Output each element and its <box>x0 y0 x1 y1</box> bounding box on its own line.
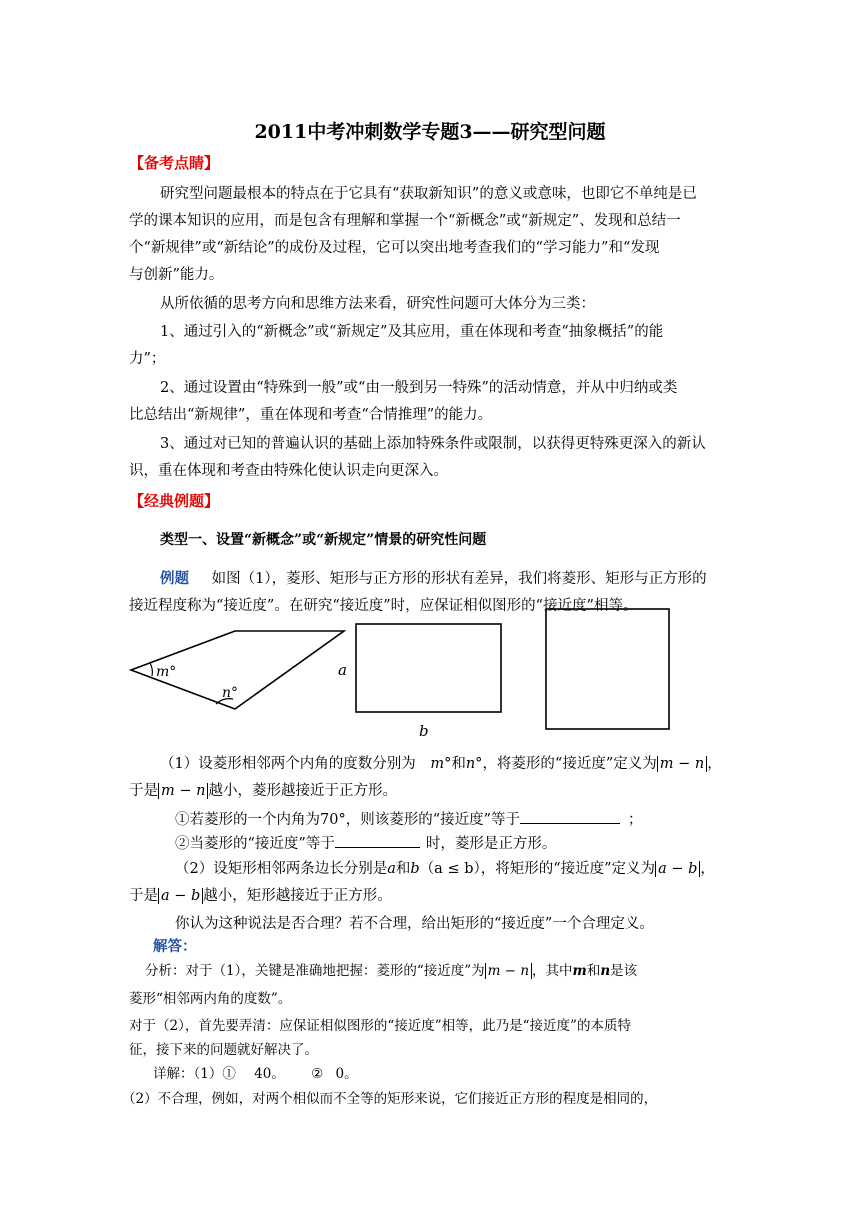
list-item-2-cont: 比总结出“新规律”，重在体现和考查“合情推理”的能力。 <box>129 407 493 423</box>
q2-line2-text-2: 越小，矩形越接近于正方形。 <box>203 888 392 904</box>
detail-answer-2-label: ② <box>311 1066 324 1082</box>
question-1-sub-2 <box>175 832 556 853</box>
analysis-line-2: 菱形“相邻两内角的度数”。 <box>129 991 292 1007</box>
question-2-line-3: 你认为这种说法是否合理？若不合理，给出矩形的“接近度”一个合理定义。 <box>175 916 654 932</box>
list-item-2: 2、通过设置由“特殊到一般”或“由一般到另一特殊”的活动情意，并从中归纳或类 <box>160 380 678 396</box>
type-heading: 类型一、设置“新概念”或“新规定”情景的研究性问题 <box>160 532 487 548</box>
detail-answer-1: 40。 <box>254 1066 285 1082</box>
q1-sub1-text: ①若菱形的一个内角为70°，则该菱形的“接近度”等于 <box>175 812 521 828</box>
figure-shapes <box>120 600 680 745</box>
q2-b: b <box>410 861 420 877</box>
abs-m-minus-n: m − n <box>485 963 532 979</box>
analysis-line-1 <box>145 959 637 979</box>
analysis-line-3: 对于（2），首先要弄清：应保证相似图形的“接近度”相等，此乃是“接近度”的本质特 <box>129 1018 631 1034</box>
paragraph-line: 研究型问题最根本的特点在于它具有“获取新知识”的意义或意味，也即它不单纯是已 <box>160 186 697 202</box>
abs-a-minus-b: a − b <box>655 861 700 877</box>
q2-text: （2）设矩形相邻两条边长分别是 <box>175 861 388 877</box>
analysis-line-4: 征，接下来的问题就好解决了。 <box>129 1042 318 1058</box>
rectangle-shape <box>356 624 501 712</box>
analysis-text: 分析：对于（1），关键是准确地把握：菱形的“接近度”为 <box>145 963 485 979</box>
question-2-line-2 <box>129 884 392 905</box>
angle-label-m: m° <box>156 664 177 680</box>
answer-blank-1[interactable] <box>520 809 620 824</box>
side-label-a: a <box>338 661 347 679</box>
last-line: （2）不合理，例如，对两个相似而不全等的矩形来说，它们接近正方形的程度是相同的， <box>122 1091 658 1107</box>
q2-a: a <box>387 861 396 877</box>
paragraph-line: 与创新”能力。 <box>129 267 224 283</box>
section-heading-examples: 【经典例题】 <box>129 492 220 510</box>
angle-label-n: n° <box>222 685 239 701</box>
question-1-line-1: （1）设菱形相邻两个内角的度数分别为 m°和n°，将菱形的“接近度”定义为 m − n ， <box>160 756 722 772</box>
analysis-and: 和 <box>586 963 601 979</box>
abs-m-minus-n: m − n <box>158 783 208 799</box>
list-item-3-cont: 识，重在体现和考查由特殊化使认识走向更深入。 <box>129 463 448 479</box>
analysis-m: m <box>572 963 587 979</box>
list-item-1-cont: 力”； <box>129 351 166 367</box>
answer-blank-2[interactable] <box>335 833 420 848</box>
square-shape <box>546 609 669 729</box>
abs-a-minus-b: a − b <box>158 888 203 904</box>
abs-m-minus-n: m − n <box>657 756 707 772</box>
q2-and: 和 <box>395 861 411 877</box>
question-2-line-1: （2）设矩形相邻两条边长分别是a和b（a ≤ b），将矩形的“接近度”定义为 a − b ， <box>175 861 715 877</box>
list-item-3: 3、通过对已知的普遍认识的基础上添加特殊条件或限制，以获得更特殊更深入的新认 <box>160 436 706 452</box>
q1-sub1-end: ； <box>628 812 643 828</box>
q1-and: 和 <box>451 756 466 772</box>
q1-n-value: n° <box>465 756 483 772</box>
q1-line2-text: 于是 <box>129 783 158 799</box>
answer-label: 解答： <box>153 938 197 955</box>
q1-line2-text-2: 越小，菱形越接近于正方形。 <box>208 783 397 799</box>
detail-line <box>153 1062 358 1082</box>
q2-text-2: ，将矩形的“接近度”定义为 <box>480 861 656 877</box>
q1-text-2: ，将菱形的“接近度”定义为 <box>482 756 657 772</box>
section-heading-preparation: 【备考点睛】 <box>129 154 220 172</box>
angle-arc-m <box>150 663 152 676</box>
example-line-1 <box>160 567 707 588</box>
q2-line2-text: 于是 <box>129 888 158 904</box>
paragraph-line: 学的课本知识的应用，而是包含有理解和掌握一个“新概念”或“新规定”、发现和总结一 <box>129 213 681 229</box>
q1-sub2-text: ②当菱形的“接近度”等于 <box>175 836 335 852</box>
analysis-text-2: ，其中 <box>532 963 573 979</box>
q1-m-value: m° <box>430 756 452 772</box>
example-text: 如图（1），菱形、矩形与正方形的形状有差异，我们将菱形、矩形与正方形的 <box>211 571 707 587</box>
side-label-b: b <box>419 722 429 740</box>
q1-text: （1）设菱形相邻两个内角的度数分别为 <box>160 756 416 772</box>
paragraph-line: 从所依循的思考方向和思维方法来看，研究性问题可大体分为三类： <box>160 296 595 312</box>
detail-label: 详解：（1）① <box>153 1066 236 1082</box>
example-line-2: 接近程度称为“接近度”。在研究“接近度”时，应保证相似图形的“接近度”相等。 <box>129 598 638 614</box>
analysis-n: n <box>600 963 611 979</box>
list-item-1: 1、通过引入的“新概念”或“新规定”及其应用，重在体现和考查“抽象概括”的能 <box>160 324 664 340</box>
question-1-line-2 <box>129 779 397 800</box>
page-title: 2011中考冲刺数学专题3——研究型问题 <box>254 121 606 143</box>
q1-sub2-end: 时，菱形是正方形。 <box>425 836 557 852</box>
question-1-sub-1 <box>175 808 643 829</box>
paragraph-line: 个“新规律”或“新结论”的成份及过程，它可以突出地考查我们的“学习能力”和“发现 <box>129 240 660 256</box>
example-label: 例题 <box>160 570 189 587</box>
q2-condition: （a ≤ b） <box>419 861 481 877</box>
analysis-text-3: 是该 <box>610 963 638 979</box>
detail-answer-2: 0。 <box>335 1066 358 1082</box>
